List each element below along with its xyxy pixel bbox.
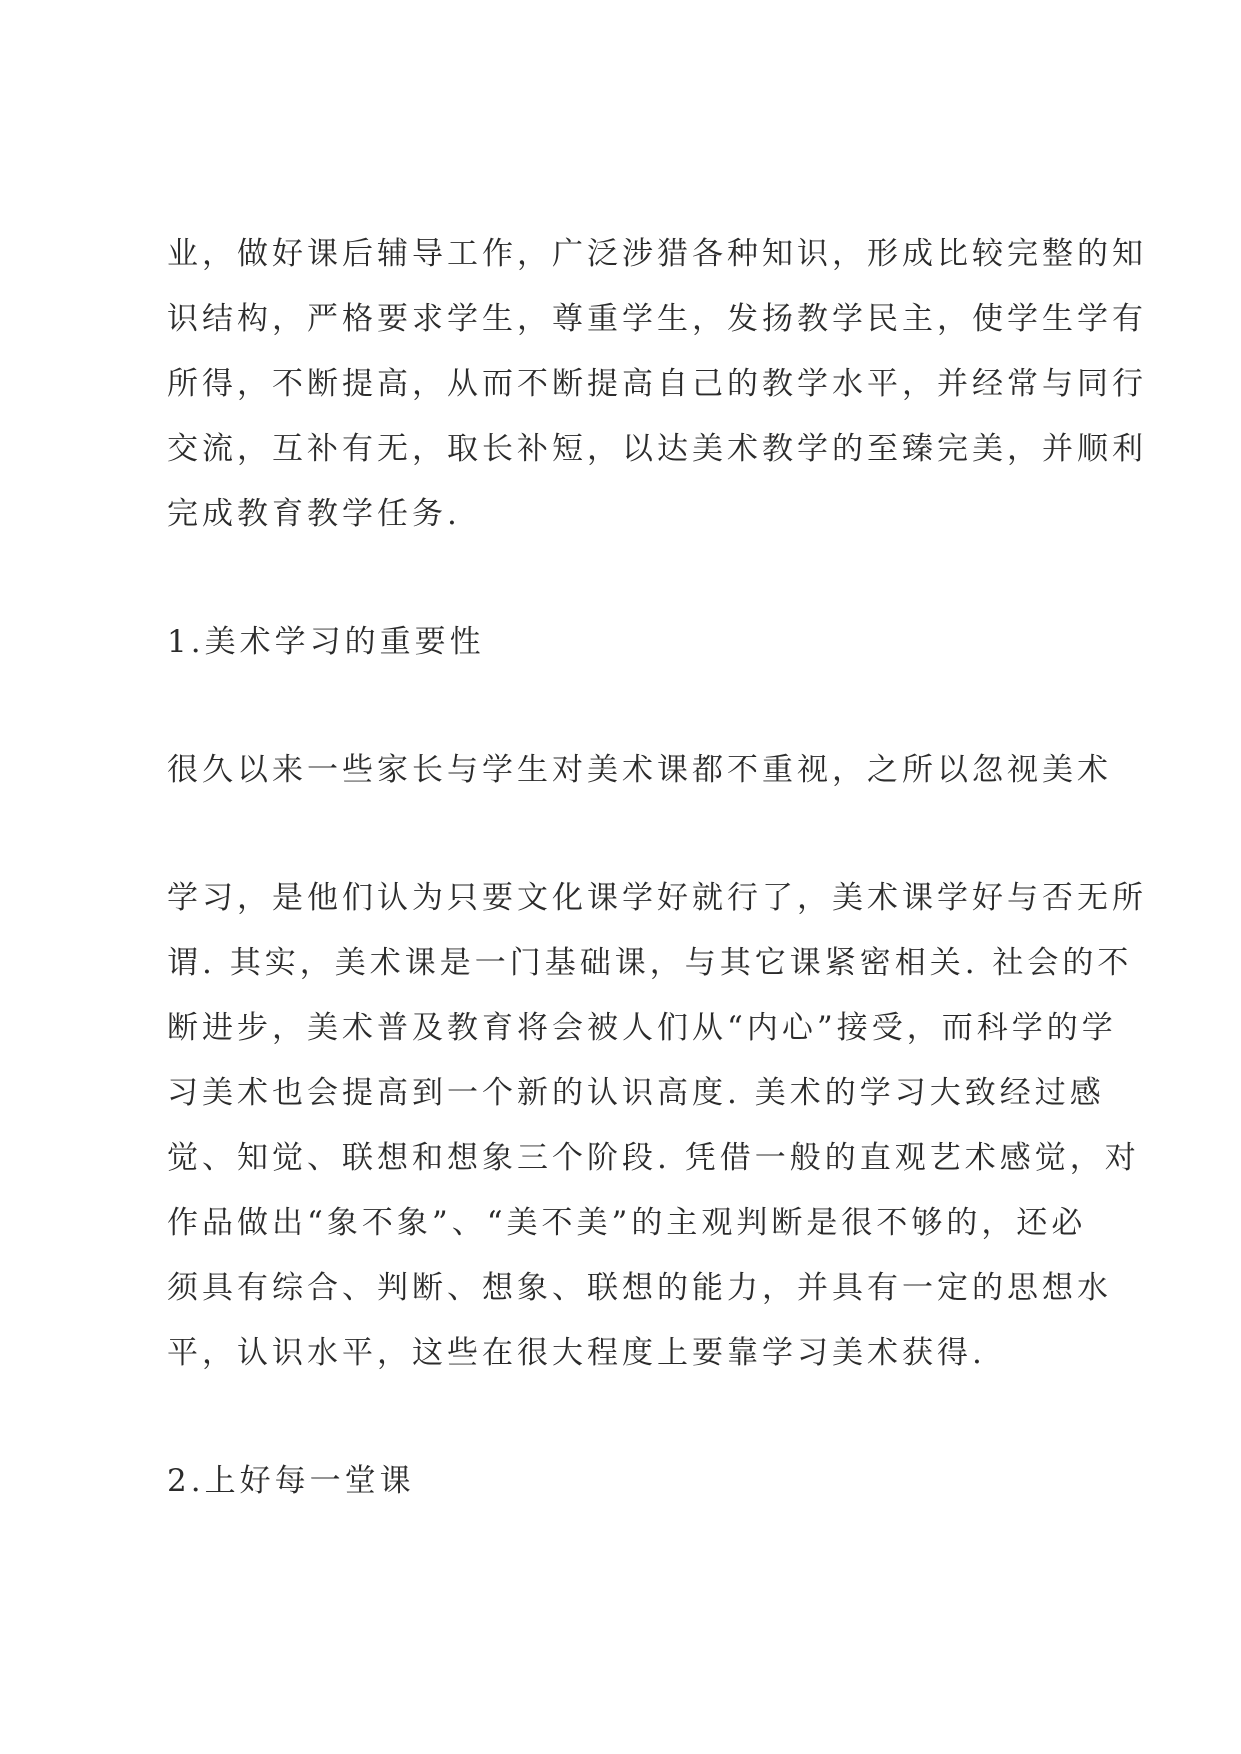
paragraph-intro	[167, 222, 1147, 547]
text-line: 业，做好课后辅导工作，广泛涉猎各种知识，形成比较完整的知	[167, 236, 1147, 272]
document-body	[167, 222, 1147, 1514]
section-heading-2: 2.上好每一堂课	[167, 1463, 415, 1499]
text-line: 学习，是他们认为只要文化课学好就行了，美术课学好与否无所	[167, 880, 1147, 916]
paragraph-importance-body	[167, 866, 1147, 1386]
paragraph-spacer	[167, 803, 1097, 866]
text-line: 所得，不断提高，从而不断提高自己的教学水平，并经常与同行	[167, 366, 1147, 402]
text-line: 谓. 其实，美术课是一门基础课，与其它课紧密相关. 社会的不	[167, 945, 1133, 981]
section-heading-1: 1.美术学习的重要性	[167, 624, 485, 660]
text-line: 平，认识水平，这些在很大程度上要靠学习美术获得.	[167, 1335, 986, 1371]
text-line: 交流，互补有无，取长补短，以达美术教学的至臻完美，并顺利	[167, 431, 1147, 467]
text-line: 识结构，严格要求学生，尊重学生，发扬教学民主，使学生学有	[167, 301, 1147, 337]
text-line: 断进步，美术普及教育将会被人们从“内心”接受，而科学的学	[167, 1010, 1117, 1046]
paragraph-spacer	[167, 1386, 1097, 1449]
paragraph-spacer	[167, 547, 1097, 610]
text-line: 很久以来一些家长与学生对美术课都不重视，之所以忽视美术	[167, 752, 1112, 788]
text-line: 作品做出“象不象”、“美不美”的主观判断是很不够的，还必	[167, 1205, 1087, 1241]
paragraph-spacer	[167, 675, 1097, 738]
paragraph-importance-lead	[167, 738, 1112, 803]
text-line: 完成教育教学任务.	[167, 496, 461, 532]
text-line: 觉、知觉、联想和想象三个阶段. 凭借一般的直观艺术感觉，对	[167, 1140, 1140, 1176]
text-line: 习美术也会提高到一个新的认识高度. 美术的学习大致经过感	[167, 1075, 1105, 1111]
text-line: 须具有综合、判断、想象、联想的能力，并具有一定的思想水	[167, 1270, 1112, 1306]
